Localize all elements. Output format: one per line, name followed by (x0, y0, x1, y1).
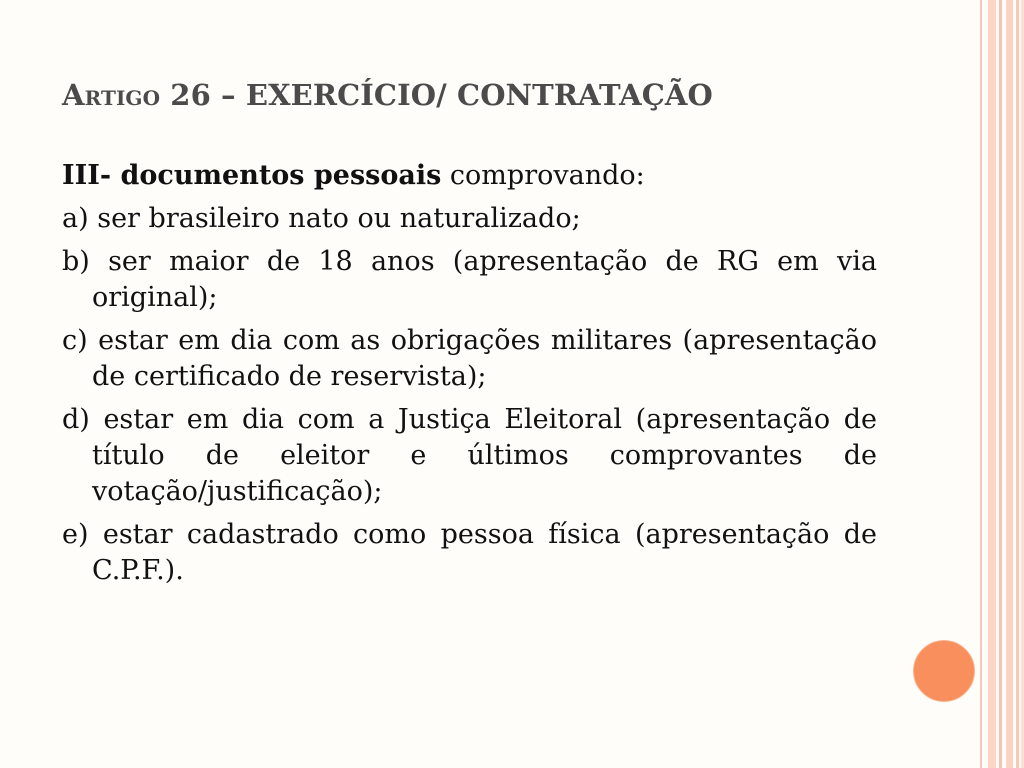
lead-bold-text: III- documentos pessoais (62, 160, 442, 191)
slide-title-rest: EXERCÍCIO/ CONTRATAÇÃO (245, 78, 713, 112)
slide-body (62, 158, 877, 596)
lead-paragraph (62, 158, 877, 194)
list-item: d) estar em dia com a Justiça Eleitoral (apresentação de título de eleitor e últimos comprovantes de votação/justificação); (62, 404, 877, 507)
decorative-stripe (1006, 0, 1013, 768)
decorative-stripe (980, 0, 982, 768)
decorative-stripe (988, 0, 996, 768)
decorative-stripe (999, 0, 1002, 768)
list-item: e) estar cadastrado como pessoa física (apresentação de C.P.F.). (62, 519, 877, 586)
decorative-stripe (1016, 0, 1019, 768)
list-item: a) ser brasileiro nato ou naturalizado; (62, 203, 581, 234)
list-item: c) estar em dia com as obrigações militares (apresentação de certificado de reservista); (62, 325, 877, 392)
slide-title-prefix: Artigo 26 – (62, 78, 246, 112)
slide-title (62, 78, 902, 113)
list-item: b) ser maior de 18 anos (apresentação de RG em via original); (62, 246, 877, 313)
accent-circle-icon (913, 640, 975, 702)
lead-rest-text: comprovando: (441, 160, 645, 191)
